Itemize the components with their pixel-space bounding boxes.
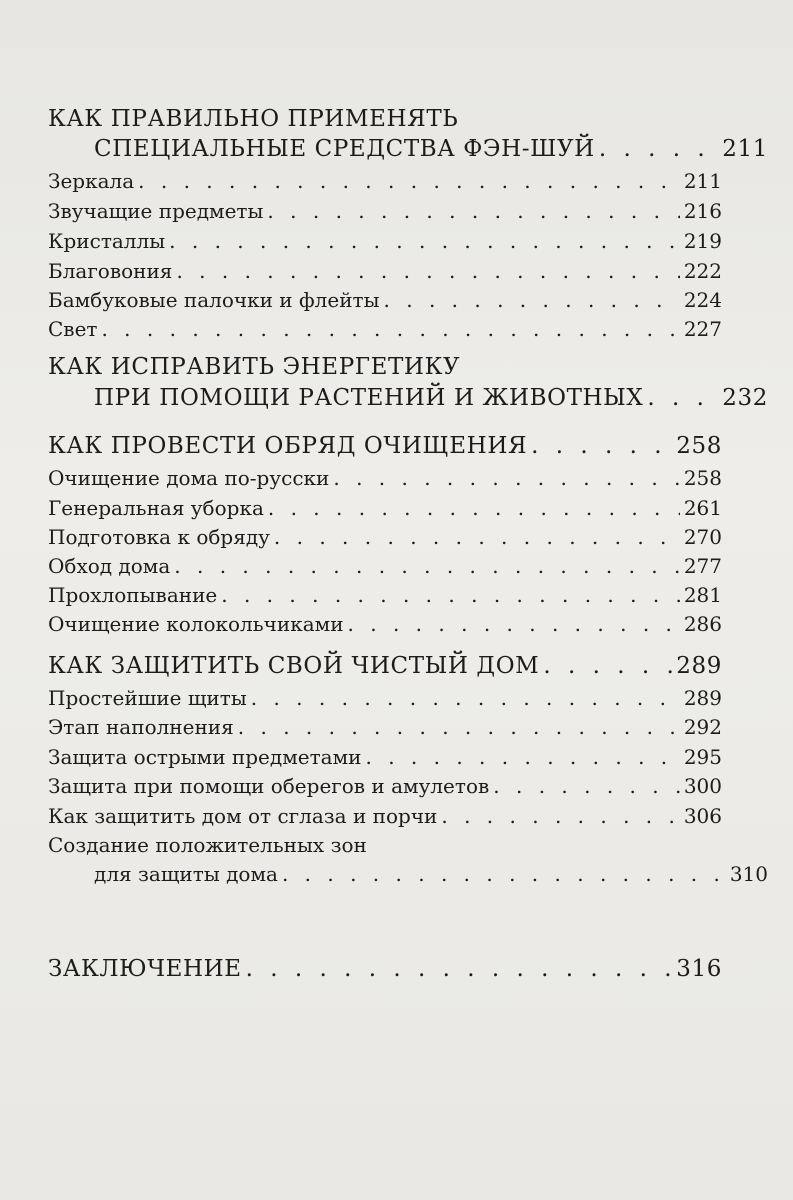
- toc-page-number: 219: [683, 229, 722, 253]
- toc-entry-title: СПЕЦИАЛЬНЫЕ СРЕДСТВА ФЭН-ШУЙ: [94, 136, 595, 162]
- toc-page-number: 300: [683, 774, 722, 798]
- toc-leader-dots: [101, 317, 679, 341]
- toc-section-heading[interactable]: [48, 385, 768, 411]
- toc-entry-title: для защиты дома: [94, 862, 278, 886]
- toc-entry[interactable]: [48, 745, 722, 769]
- toc-page-number: 289: [676, 653, 722, 679]
- toc-page-number: 316: [676, 956, 722, 982]
- toc-entry-title: Подготовка к обряду: [48, 525, 270, 549]
- toc-entry-title: Как защитить дом от сглаза и порчи: [48, 804, 438, 828]
- toc-page-number: 261: [683, 496, 722, 520]
- toc-entry-title: Простейшие щиты: [48, 686, 247, 710]
- toc-page-number: 227: [683, 317, 722, 341]
- toc-entry[interactable]: [48, 686, 722, 710]
- toc-page-number: 211: [722, 136, 768, 162]
- toc-page-number: 224: [683, 288, 722, 312]
- toc-entry[interactable]: [48, 804, 722, 828]
- toc-page-number: 211: [683, 169, 722, 193]
- toc-entry-title: Генеральная уборка: [48, 496, 264, 520]
- toc-entry-title: Этап наполнения: [48, 715, 234, 739]
- toc-leader-dots: [365, 745, 679, 769]
- toc-leader-dots: [441, 804, 679, 828]
- toc-leader-dots: [268, 496, 680, 520]
- toc-entry[interactable]: [48, 199, 722, 223]
- toc-entry-title: Защита при помощи оберегов и амулетов: [48, 774, 490, 798]
- toc-page-number: 286: [683, 612, 722, 636]
- toc-page-number: 295: [683, 745, 722, 769]
- toc-page-number: 292: [683, 715, 722, 739]
- toc-leader-dots: [348, 612, 680, 636]
- toc-page-number: 310: [729, 862, 768, 886]
- toc-leader-dots: [599, 136, 718, 162]
- toc-entry[interactable]: [48, 496, 722, 520]
- toc-section-heading[interactable]: [48, 956, 722, 982]
- toc-entry[interactable]: [48, 466, 722, 490]
- toc-leader-dots: [246, 956, 673, 982]
- toc-page-number: 222: [683, 259, 722, 283]
- toc-entry[interactable]: [48, 862, 768, 886]
- toc-entry[interactable]: [48, 774, 722, 798]
- toc-entry-title: КАК ПРОВЕСТИ ОБРЯД ОЧИЩЕНИЯ: [48, 433, 528, 459]
- toc-entry-title: Кристаллы: [48, 229, 166, 253]
- toc-leader-dots: [138, 169, 680, 193]
- toc-leader-dots: [274, 525, 680, 549]
- toc-page-number: 281: [683, 583, 722, 607]
- toc-entry[interactable]: [48, 229, 722, 253]
- toc-leader-dots: [267, 199, 679, 223]
- toc-entry-title: Очищение колокольчиками: [48, 612, 344, 636]
- toc-entry[interactable]: [48, 612, 722, 636]
- toc-entry[interactable]: [48, 288, 722, 312]
- toc-entry[interactable]: [48, 317, 722, 341]
- toc-entry-title: Обход дома: [48, 554, 171, 578]
- toc-section-heading[interactable]: [48, 354, 722, 380]
- toc-entry-title: Звучащие предметы: [48, 199, 264, 223]
- toc-entry[interactable]: [48, 169, 722, 193]
- toc-leader-dots: [384, 288, 680, 312]
- toc-section-heading[interactable]: [48, 136, 768, 162]
- toc-section-heading[interactable]: [48, 433, 722, 459]
- toc-leader-dots: [169, 229, 680, 253]
- toc-section-heading[interactable]: [48, 106, 722, 132]
- toc-entry-title: ЗАКЛЮЧЕНИЕ: [48, 956, 242, 982]
- toc-leader-dots: [251, 686, 680, 710]
- toc-entry[interactable]: [48, 833, 722, 857]
- toc-page-number: 258: [683, 466, 722, 490]
- toc-entry[interactable]: [48, 583, 722, 607]
- toc-entry-title: Бамбуковые палочки и флейты: [48, 288, 380, 312]
- toc-page-number: 277: [683, 554, 722, 578]
- toc-entry-title: Очищение дома по-русски: [48, 466, 330, 490]
- toc-page-number: 270: [683, 525, 722, 549]
- toc-leader-dots: [282, 862, 726, 886]
- toc-entry-title: Создание положительных зон: [48, 833, 367, 857]
- toc-leader-dots: [543, 653, 672, 679]
- toc-leader-dots: [238, 715, 680, 739]
- toc-entry-title: Защита острыми предметами: [48, 745, 362, 769]
- toc-leader-dots: [531, 433, 672, 459]
- toc-page-number: 216: [683, 199, 722, 223]
- toc-leader-dots: [174, 554, 680, 578]
- toc-entry[interactable]: [48, 259, 722, 283]
- toc-entry-title: Прохлопывание: [48, 583, 218, 607]
- toc-entry-title: КАК ПРАВИЛЬНО ПРИМЕНЯТЬ: [48, 106, 459, 132]
- toc-entry-title: Благовония: [48, 259, 173, 283]
- toc-page-number: 258: [676, 433, 722, 459]
- toc-entry[interactable]: [48, 554, 722, 578]
- toc-entry-title: КАК ИСПРАВИТЬ ЭНЕРГЕТИКУ: [48, 354, 461, 380]
- toc-page-number: 289: [683, 686, 722, 710]
- toc-entry-title: Свет: [48, 317, 98, 341]
- toc-entry[interactable]: [48, 525, 722, 549]
- toc-section-heading[interactable]: [48, 653, 722, 679]
- toc-entry[interactable]: [48, 715, 722, 739]
- toc-entry-title: ПРИ ПОМОЩИ РАСТЕНИЙ И ЖИВОТНЫХ: [94, 385, 644, 411]
- toc-page-number: 306: [683, 804, 722, 828]
- toc-leader-dots: [647, 385, 718, 411]
- toc-leader-dots: [333, 466, 679, 490]
- toc-entry-title: КАК ЗАЩИТИТЬ СВОЙ ЧИСТЫЙ ДОМ: [48, 653, 540, 679]
- toc-leader-dots: [221, 583, 680, 607]
- toc-leader-dots: [493, 774, 680, 798]
- toc-page-number: 232: [722, 385, 768, 411]
- toc-leader-dots: [176, 259, 679, 283]
- toc-entry-title: Зеркала: [48, 169, 135, 193]
